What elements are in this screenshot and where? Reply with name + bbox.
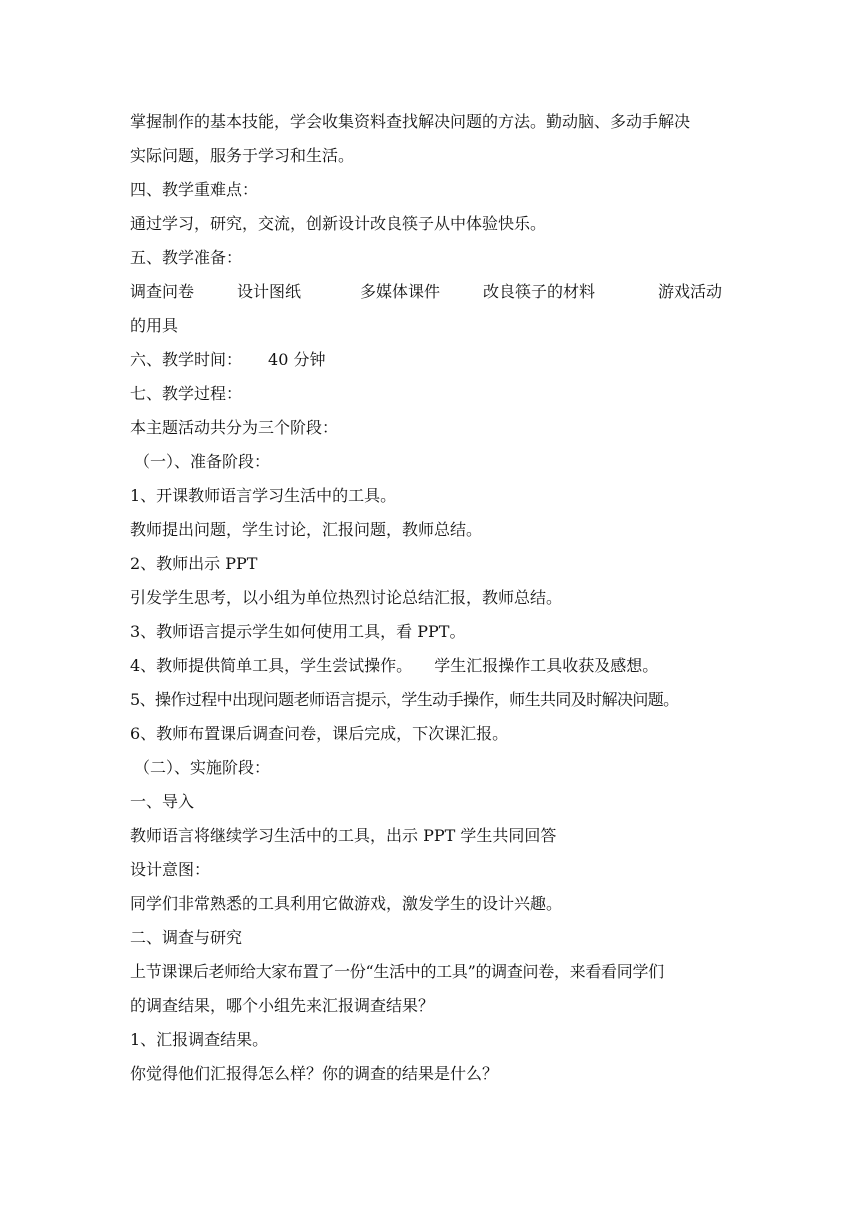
step-6: 6、教师布置课后调查问卷，课后完成，下次课汇报。 xyxy=(130,724,509,743)
step-5: 5、操作过程中出现问题老师语言提示，学生动手操作，师生共同及时解决问题。 xyxy=(130,690,679,709)
prep-items-continued: 的用具 xyxy=(130,316,179,335)
step-1: 1、开课教师语言学习生活中的工具。 xyxy=(130,486,397,505)
intro-paragraph-line-1: 掌握制作的基本技能，学会收集资料查找解决问题的方法。勤动脑、多动手解决 xyxy=(130,112,691,131)
prep-item-multimedia: 多媒体课件 xyxy=(360,282,441,301)
prep-item-design-drawing: 设计图纸 xyxy=(237,282,302,301)
design-intent-text: 同学们非常熟悉的工具利用它做游戏，激发学生的设计兴趣。 xyxy=(130,894,563,913)
stage-2-heading: （二）、实施阶段： xyxy=(134,758,271,777)
design-intent-label: 设计意图： xyxy=(130,860,211,879)
part-2-heading: 二、调查与研究 xyxy=(130,928,243,947)
section-6-line xyxy=(130,343,730,377)
intro-paragraph-line-2: 实际问题，服务于学习和生活。 xyxy=(130,146,355,165)
section-4-heading: 四、教学重难点： xyxy=(130,180,259,199)
part-2-line-2: 的调查结果，哪个小组先来汇报调查结果？ xyxy=(130,996,435,1015)
document-page xyxy=(130,105,730,1091)
part-2-line-1: 上节课课后老师给大家布置了一份“生活中的工具”的调查问卷，来看看同学们 xyxy=(130,962,664,981)
part-1-text: 教师语言将继续学习生活中的工具，出示 PPT 学生共同回答 xyxy=(130,826,557,845)
overview-text: 本主题活动共分为三个阶段： xyxy=(130,418,339,437)
step-2-detail: 引发学生思考，以小组为单位热烈讨论总结汇报，教师总结。 xyxy=(130,588,563,607)
step-4 xyxy=(130,649,730,683)
section-6-label: 六、教学时间： xyxy=(130,350,243,369)
step-4-part-2: 学生汇报操作工具收获及感想。 xyxy=(434,656,659,675)
prep-item-survey: 调查问卷 xyxy=(130,282,195,301)
section-6-value: 40 分钟 xyxy=(268,350,326,369)
step-2: 2、教师出示 PPT xyxy=(130,554,258,573)
section-5-heading: 五、教学准备： xyxy=(130,248,243,267)
stage-1-heading: （一）、准备阶段： xyxy=(134,452,271,471)
step-1-detail: 教师提出问题，学生讨论，汇报问题，教师总结。 xyxy=(130,520,483,539)
step-4-part-1: 4、教师提供简单工具，学生尝试操作。 xyxy=(130,656,413,675)
step-3: 3、教师语言提示学生如何使用工具，看 PPT。 xyxy=(130,622,466,641)
section-7-heading: 七、教学过程： xyxy=(130,384,243,403)
report-question: 你觉得他们汇报得怎么样？你的调查的结果是什么？ xyxy=(130,1064,499,1083)
prep-item-materials: 改良筷子的材料 xyxy=(483,282,596,301)
report-heading: 1、汇报调查结果。 xyxy=(130,1030,269,1049)
part-1-heading: 一、导入 xyxy=(130,792,195,811)
section-4-text: 通过学习，研究，交流，创新设计改良筷子从中体验快乐。 xyxy=(130,214,547,233)
prep-items-row xyxy=(130,275,730,309)
prep-item-game: 游戏活动 xyxy=(658,282,723,301)
